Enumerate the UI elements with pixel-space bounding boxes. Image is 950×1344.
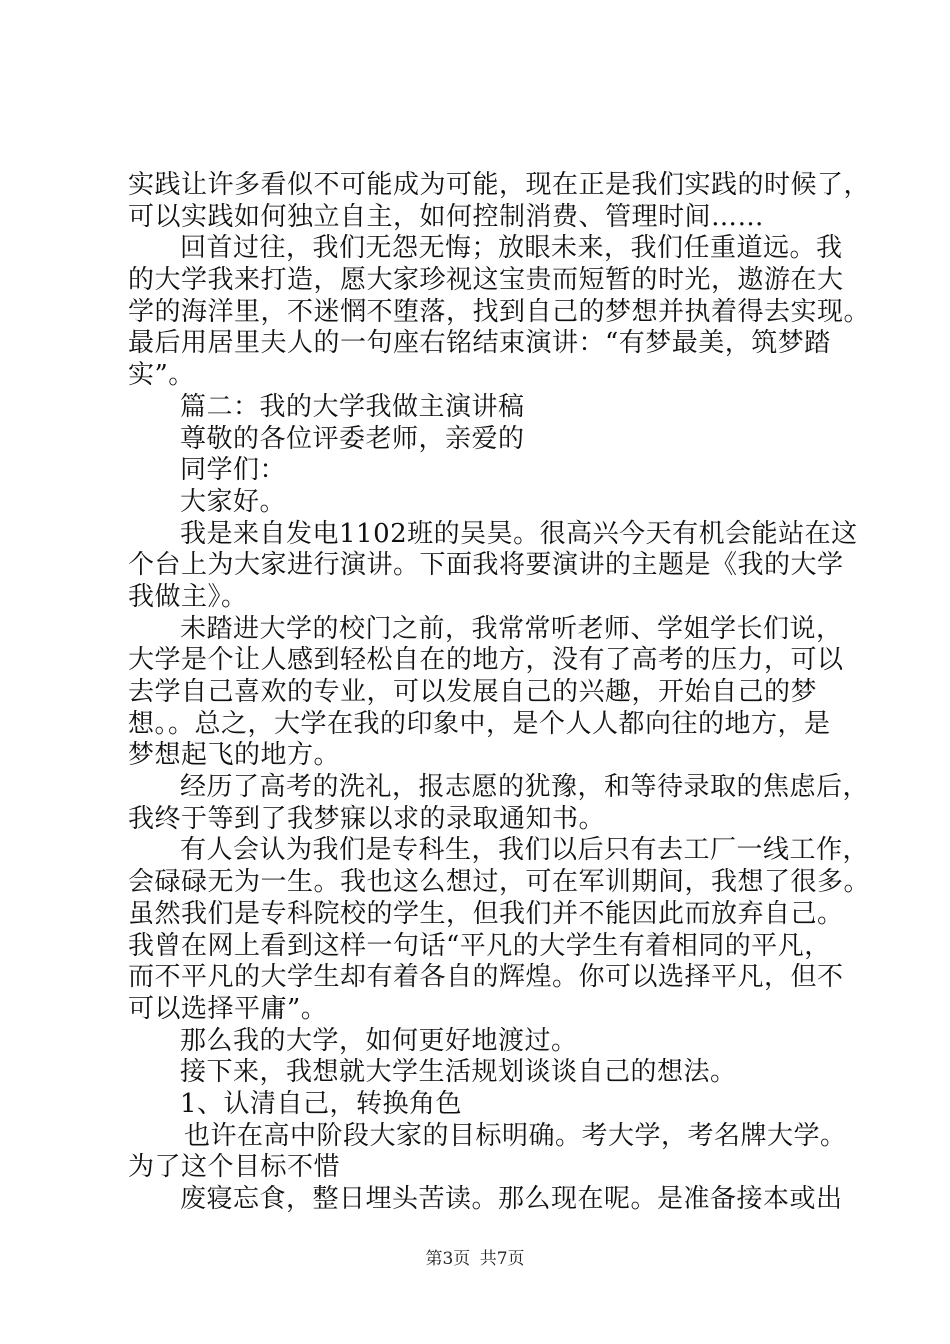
page-total: 共7页 <box>479 1249 525 1269</box>
text-line: 虽然我们是专科院校的学生，但我们并不能因此而放弃自己。 <box>128 898 844 929</box>
text-line: 实”。 <box>128 360 195 391</box>
text-line: 可以实践如何独立自主，如何控制消费、管理时间…… <box>128 201 765 232</box>
page-footer <box>0 1244 950 1269</box>
text-line: 学的海洋里，不迷惘不堕落，找到自己的梦想并执着得去实现。 <box>128 296 871 327</box>
document-body <box>128 170 871 1216</box>
text-line: 实践让许多看似不可能成为可能，现在正是我们实践的时候了， <box>128 170 871 200</box>
text-line: 梦想起飞的地方。 <box>128 740 341 771</box>
section-heading: 篇二：我的大学我做主演讲稿 <box>180 391 525 422</box>
section-heading: 1、认清自己，转换角色 <box>180 1088 463 1119</box>
text-line: 为了这个目标不惜 <box>128 1152 341 1183</box>
text-line: 去学自己喜欢的专业，可以发展自己的兴趣，开始自己的梦 <box>128 677 818 707</box>
page-number: 第3页 <box>425 1249 471 1269</box>
text-line: 我做主》。 <box>128 581 248 612</box>
text-line: 也许在高中阶段大家的目标明确。考大学，考名牌大学。 <box>184 1120 847 1151</box>
text-line: 经历了高考的洗礼，报志愿的犹豫，和等待录取的焦虑后， <box>180 772 870 803</box>
text-line: 个台上为大家进行演讲。下面我将要演讲的主题是《我的大学 <box>128 550 844 581</box>
text-line: 我是来自发电1102班的吴昊。很高兴今天有机会能站在这 <box>180 518 858 549</box>
text-line: 大学是个让人感到轻松自在的地方，没有了高考的压力，可以 <box>128 645 844 676</box>
text-line: 而不平凡的大学生却有着各自的辉煌。你可以选择平凡，但不 <box>128 962 844 993</box>
text-line: 回首过往，我们无怨无悔；放眼未来，我们任重道远。我 <box>180 233 843 264</box>
text-line: 的大学我来打造，愿大家珍视这宝贵而短暂的时光，遨游在大 <box>128 265 844 296</box>
text-line: 我终于等到了我梦寐以求的录取通知书。 <box>128 803 606 834</box>
text-line: 可以选择平庸”。 <box>128 993 328 1024</box>
text-line: 尊敬的各位评委老师，亲爱的 <box>180 423 525 454</box>
text-line: 会碌碌无为一生。我也这么想过，可在军训期间，我想了很多。 <box>128 867 871 898</box>
text-line: 同学们： <box>180 455 287 486</box>
text-line: 我曾在网上看到这样一句话“平凡的大学生有着相同的平凡， <box>128 930 831 961</box>
text-line: 接下来，我想就大学生活规划谈谈自己的想法。 <box>180 1057 737 1088</box>
text-line: 大家好。 <box>180 486 287 517</box>
text-line: 想。。总之，大学在我的印象中，是个人人都向往的地方，是 <box>128 708 831 739</box>
text-line: 废寝忘食，整日埋头苦读。那么现在呢。是准备接本或出 <box>180 1184 843 1214</box>
text-line: 最后用居里夫人的一句座右铭结束演讲：“有梦最美，筑梦踏 <box>128 328 831 359</box>
text-line: 那么我的大学，如何更好地渡过。 <box>180 1025 578 1056</box>
text-line: 有人会认为我们是专科生，我们以后只有去工厂一线工作， <box>180 835 870 866</box>
text-line: 未踏进大学的校门之前，我常常听老师、学姐学长们说， <box>180 613 843 644</box>
